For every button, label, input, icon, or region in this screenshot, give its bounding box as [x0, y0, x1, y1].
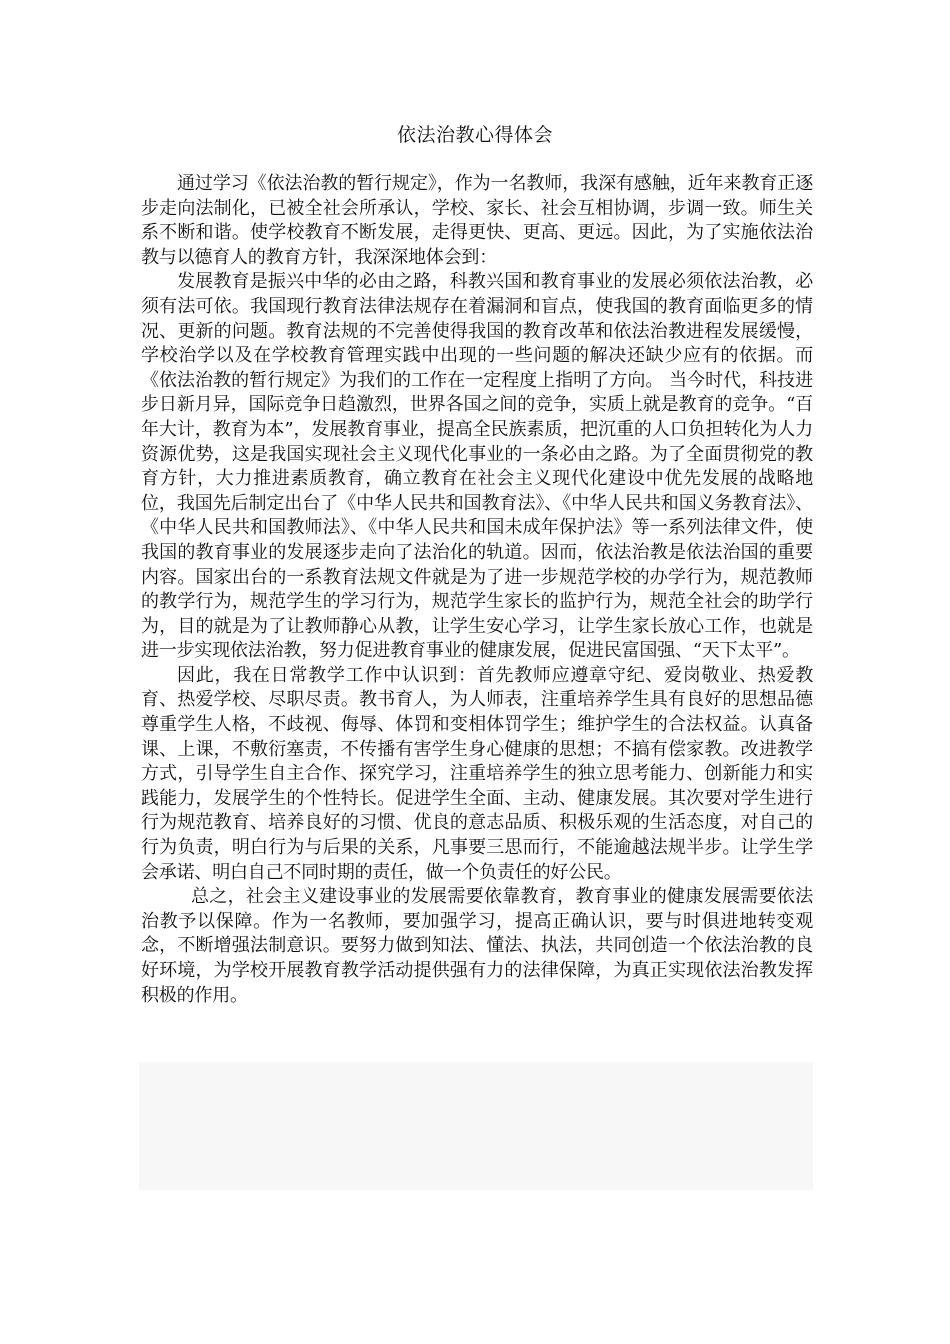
paragraph-intro: 通过学习《依法治教的暂行规定》，作为一名教师，我深有感触，近年来教育正逐步走向法制化，已被全社会所承认，学校、家长、社会互相协调，步调一致。师生关系不断和谐。使学校教育不断发展，走得更快、更高、更远。因此，为了实施依法治教与以德育人的教育方针，我深深地体会到： [141, 173, 813, 268]
paragraph-teaching: 因此，我在日常教学工作中认识到：首先教师应遵章守纪、爱岗敬业、热爱教育、热爱学校、尽职尽责。教书育人，为人师表，注重培养学生具有良好的思想品德尊重学生人格，不歧视、侮辱、体罚和变相体罚学生；维护学生的合法权益。认真备课、上课，不敷衍塞责，不传播有害学生身心健康的思想；不搞有偿家教。改进教学方式，引导学生自主合作、探究学习，注重培养学生的独立思考能力、创新能力和实践能力，发展学生的个性特长。促进学生全面、主动、健康发展。其次要对学生进行行为规范教育、培养良好的习惯、优良的意志品质、积极乐观的生活态度，对自己的行为负责，明白行为与后果的关系，凡事要三思而行，不能逾越法规半步。让学生学会承诺、明白自己不同时期的责任，做一个负责任的好公民。 [141, 664, 813, 883]
document-body [141, 172, 813, 1008]
paragraph-conclusion: 总之，社会主义建设事业的发展需要依靠教育，教育事业的健康发展需要依法治教予以保障。作为一名教师，要加强学习，提高正确认识，要与时俱进地转变观念，不断增强法制意识。要努力做到知法、懂法、执法，共同创造一个依法治教的良好环境，为学校开展教育教学活动提供强有力的法律保障，为真正实现依法治教发挥积极的作用。 [141, 886, 813, 1006]
paragraph-development: 发展教育是振兴中华的必由之路，科教兴国和教育事业的发展必须依法治教，必须有法可依。我国现行教育法律法规存在着漏洞和盲点，使我国的教育面临更多的情况、更新的问题。教育法规的不完善使得我国的教育改革和依法治教进程发展缓慢，学校治学以及在学校教育管理实践中出现的一些问题的解决还缺少应有的依据。而《依法治教的暂行规定》为我们的工作在一定程度上指明了方向。 当今时代，科技进步日新月异，国际竞争日趋激烈，世界各国之间的竞争，实质上就是教育的竞争。“百年大计，教育为本”，发展教育事业，提高全民族素质，把沉重的人口负担转化为人力资源优势，这是我国实现社会主义现代化事业的一条必由之路。为了全面贯彻党的教育方针，大力推进素质教育，确立教育在社会主义现代化建设中优先发展的战略地位，我国先后制定出台了《中华人民共和国教育法》、《中华人民共和国义务教育法》、《中华人民共和国教师法》、《中华人民共和国未成年保护法》等一系列法律文件，使我国的教育事业的发展逐步走向了法治化的轨道。因而，依法治教是依法治国的重要内容。国家出台的一系教育法规文件就是为了进一步规范学校的办学行为，规范教师的教学行为，规范学生的学习行为，规范学生家长的监护行为，规范全社会的助学行为，目的就是为了让教师静心从教，让学生安心学习，让学生家长放心工作，也就是进一步实现依法治教，努力促进教育事业的健康发展，促进民富国强、“天下太平”。 [141, 271, 813, 662]
blank-gray-area [139, 1062, 813, 1190]
document-title: 依法治教心得体会 [396, 124, 553, 146]
